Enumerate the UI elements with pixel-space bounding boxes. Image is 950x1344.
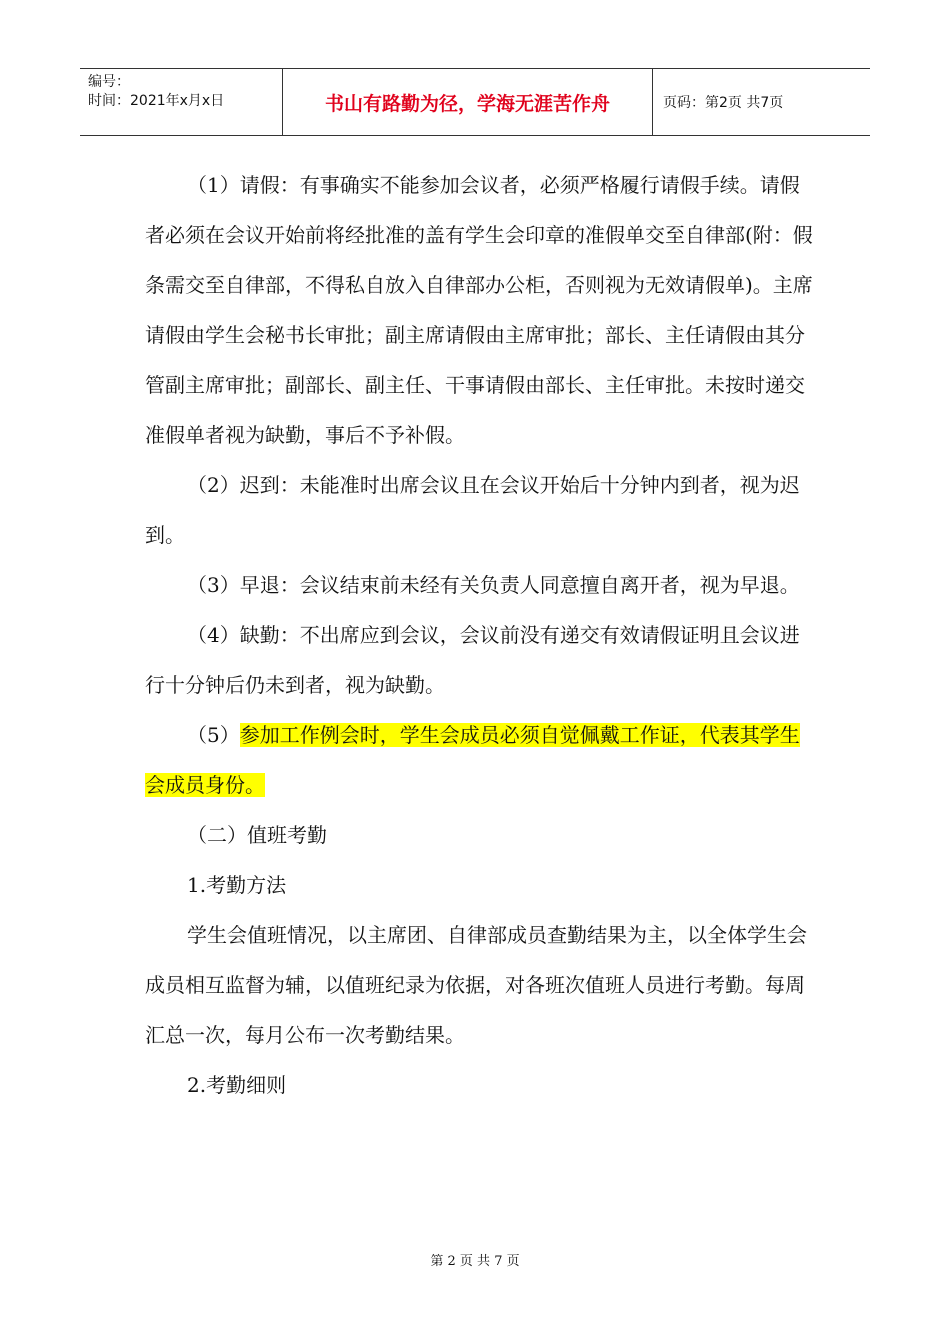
paragraph-late: （2）迟到：未能准时出席会议且在会议开始后十分钟内到者，视为迟到。: [145, 473, 800, 547]
paragraph-leave: （1）请假：有事确实不能参加会议者，必须严格履行请假手续。请假者必须在会议开始前将经批准的盖有学生会印章的准假单交至自律部(附：假条需交至自律部，不得私自放入自律部办公柜，否则视为无效请假单)。主席请假由学生会秘书长审批；副主席请假由主席审批；部长、主任请假由其分管副主席审批；副部长、副主任、干事请假由部长、主任审批。未按时递交准假单者视为缺勤，事后不予补假。: [145, 173, 813, 447]
header-motto: 书山有路勤为径，学海无涯苦作舟: [283, 69, 653, 135]
paragraph-absence: （4）缺勤：不出席应到会议，会议前没有递交有效请假证明且会议进行十分钟后仍未到者，视为缺勤。: [145, 623, 800, 697]
document-date: 时间：2021年x月x日: [88, 93, 225, 109]
header-page-info: 页码：第2页 共7页: [663, 95, 784, 111]
subheading-method: 1.考勤方法: [187, 873, 287, 897]
paragraph-work-badge: [145, 710, 815, 810]
highlighted-text: 参加工作例会时，学生会成员必须自觉佩戴工作证，代表其学生会成员身份。: [145, 723, 800, 797]
page-footer: 第 2 页 共 7 页: [430, 1254, 520, 1269]
header-table: [80, 68, 870, 136]
paragraph-method: 学生会值班情况，以主席团、自律部成员查勤结果为主，以全体学生会成员相互监督为辅，以值班纪录为依据，对各班次值班人员进行考勤。每周汇总一次，每月公布一次考勤结果。: [145, 923, 807, 1047]
subheading-rules: 2.考勤细则: [187, 1073, 287, 1097]
document-body: [145, 160, 815, 1110]
header-meta: [80, 69, 283, 135]
paragraph-early-leave: （3）早退：会议结束前未经有关负责人同意擅自离开者，视为早退。: [187, 573, 800, 597]
document-number: 编号：: [88, 74, 130, 90]
paragraph-work-badge-prefix: （5）: [187, 723, 240, 747]
section-heading-duty: （二）值班考勤: [187, 823, 327, 847]
